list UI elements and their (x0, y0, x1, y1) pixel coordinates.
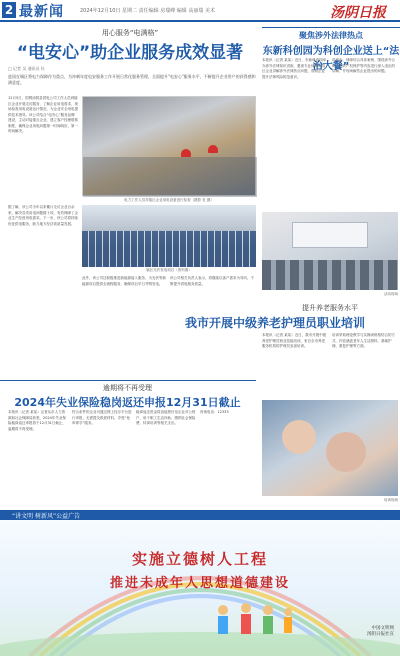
right-photo-caption: 活动现场 (384, 292, 398, 296)
factory-floor-shape (83, 157, 257, 197)
edition-meta: 2024年12月10日 星期二 责任编辑 房瑞峰 编辑 高丽瑞 美术 (80, 8, 215, 14)
solar-panel-photo (82, 205, 256, 267)
ad-slogan-line2: 推进未成年人思想道德建设 (109, 576, 290, 591)
solar-photo-caption: 辖区光伏发电项目（资料图） (146, 268, 192, 272)
caregiver-shape (282, 420, 316, 454)
section-title: 最新闻 (19, 4, 64, 20)
ad-slogan-line1: 实施立德树人工程 (131, 550, 268, 568)
main-text-col1: 12月5日，国网汤阴县供电公司工作人员到辖区企业开展走访服务，了解企业用电需求，现场检查用电设备运行情况，为企业安全用电提供技术指导。该公司结合“电安心”服务品牌建设，主动对接重点企业，建立客户经理联系制度，确保企业用电问题第一时间响应、第一时间解决。 (8, 96, 78, 133)
main-text-col3: 此外，该公司还积极推进新能源接入服务，为光伏等新能源项目提供全流程服务，确保项目早日并网发电。 (82, 276, 166, 286)
mid-text-col2: 培训采取理论教学与实操训练相结合的方式，内容涵盖老年人生活照料、基础护理、康复护理等方面。 (332, 333, 395, 348)
training-photo (262, 400, 398, 496)
right-text-col1: 本报讯（记者 某某）近日，东新科创园举办涉外法律知识讲座，邀请专业律师为园区企业讲解涉外法律热点问题，帮助企业提升法律风险防范意识。 (262, 58, 327, 79)
children-icon (208, 598, 298, 654)
main-lead: 进国在城区将电力保障作为重点，为冲刺年度电安服务工作开展日常化服务管理，全面提升"电安心"服务水平，不断提升企业用户的获得感和满意度。 (8, 74, 256, 85)
solar-panels-shape (82, 231, 256, 267)
mid-kicker: 提升养老服务水平 (302, 304, 358, 312)
lower-kicker: 逾期将不再受理 (103, 384, 152, 392)
lower-text-col4: 咨询电话：12333 (200, 410, 229, 414)
main-text-col2: 据了解，该公司今年以来累计走访企业百余家，解决各类用电问题数十项，有效保障了企业生产经营用电需求。下一步，该公司将持续优化供电服务，助力地方经济高质量发展。 (8, 205, 78, 226)
right-kicker: 聚焦涉外法律热点 (299, 31, 363, 40)
helmet-icon (208, 145, 218, 153)
lower-text-col3: 稳岗返还资金将直接拨付至企业对公账户，用于职工生活补助、缴纳社会保险费、转岗培训等相关支出。 (136, 410, 196, 425)
helmet-icon (181, 149, 191, 157)
lecture-photo (262, 212, 398, 290)
mid-photo-caption: 培训现场 (384, 498, 398, 502)
main-headline[interactable]: “电安心”助企业服务成效显著 (16, 43, 244, 63)
main-kicker: 用心服务“电满格” (101, 29, 159, 37)
right-headline[interactable]: 东新科创园为科创企业送上“法治大餐” (262, 46, 400, 72)
divider (262, 27, 400, 28)
ad-header-text: “讲文明 树新风”公益广告 (12, 513, 81, 520)
trainee-shape (326, 432, 366, 472)
ad-footer: 中国文明网 汤阴日报社宣 (367, 626, 394, 637)
main-photo-workers (82, 96, 256, 196)
page-number: 2 (2, 2, 16, 18)
lower-text-col1: 本报讯（记者 某某）记者从市人力资源和社会保障局获悉，2024年失业保险稳岗返还申报将于12月31日截止，逾期将不再受理。 (8, 410, 66, 431)
lower-text-col2: 符合条件的企业可通过网上经办平台进行申报，无需提交纸质材料，享受“免申即享”服务。 (72, 410, 132, 425)
mid-headline[interactable]: 我市开展中级养老护理员职业培训 (184, 316, 365, 330)
divider (0, 380, 256, 381)
newspaper-logo: 汤阴日报 (330, 5, 386, 21)
right-text-col2: 讲座中，律师结合具体案例，围绕涉外合同、知识产权保护等内容进行深入浅出的讲解，并现场解答企业提出的问题。 (332, 58, 395, 73)
main-text-col4: 该公司相关负责人表示，将继续以客户需求为导向，不断提升供电服务质量。 (170, 276, 254, 286)
lower-headline[interactable]: 2024年失业保险稳岗返还申报12月31日截止 (14, 396, 241, 409)
main-photo-caption: 电力工作人员对辖区企业用电设备进行检查（摄影 杜 摄） (124, 198, 214, 202)
main-byline: □ 记者 吴 通讯员 杜 (8, 66, 45, 71)
mid-text-col1: 本报讯（记者 某某）近日，我市开展中级养老护理员职业技能培训，来自全市养老服务机构的护理员参加培训。 (262, 333, 327, 348)
projector-screen-shape (292, 222, 368, 248)
audience-shape (262, 260, 398, 290)
